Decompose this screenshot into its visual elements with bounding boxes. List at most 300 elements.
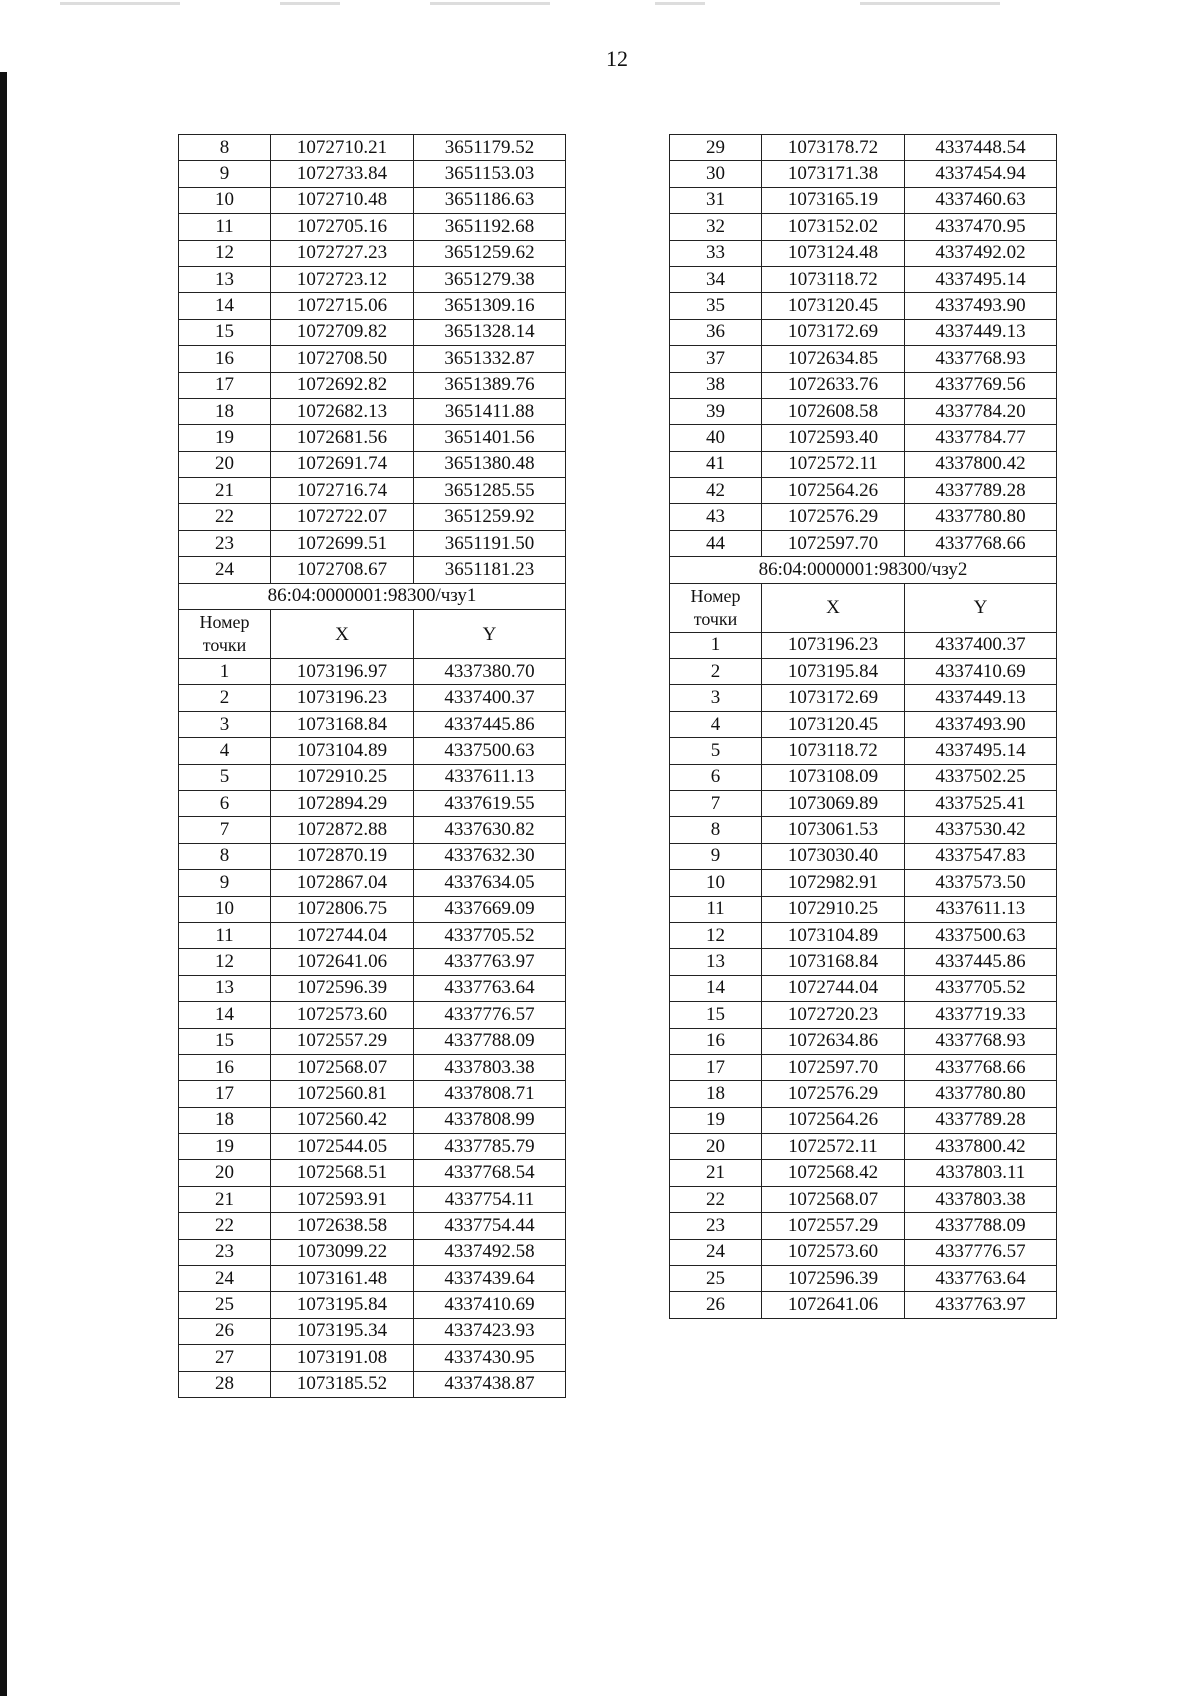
- x-coordinate-cell: 1072705.16: [271, 214, 414, 240]
- point-number-cell: 17: [179, 372, 271, 398]
- point-number-cell: 23: [179, 1239, 271, 1265]
- point-number-cell: 14: [179, 293, 271, 319]
- table-row: [179, 293, 566, 319]
- y-coordinate-cell: 4337719.33: [905, 1002, 1057, 1028]
- point-number-cell: 8: [179, 843, 271, 869]
- table-row: [179, 1134, 566, 1160]
- y-coordinate-cell: 4337768.66: [905, 530, 1057, 556]
- x-coordinate-cell: 1073104.89: [271, 738, 414, 764]
- y-coordinate-cell: 3651153.03: [414, 161, 566, 187]
- y-coordinate-cell: 4337493.90: [905, 711, 1057, 737]
- y-coordinate-cell: 4337400.37: [905, 632, 1057, 658]
- y-coordinate-cell: 4337789.28: [905, 478, 1057, 504]
- y-coordinate-cell: 4337611.13: [414, 764, 566, 790]
- y-coordinate-cell: 4337803.38: [905, 1186, 1057, 1212]
- point-number-cell: 2: [670, 659, 762, 685]
- table-row: [179, 530, 566, 556]
- table-row: [179, 425, 566, 451]
- coordinates-table-left: [178, 134, 566, 1398]
- x-coordinate-cell: 1072910.25: [271, 764, 414, 790]
- y-coordinate-cell: 4337380.70: [414, 659, 566, 685]
- y-coordinate-cell: 4337800.42: [905, 451, 1057, 477]
- x-coordinate-cell: 1073195.84: [271, 1292, 414, 1318]
- point-number-cell: 32: [670, 214, 762, 240]
- table-row: [179, 1002, 566, 1028]
- table-row: [179, 949, 566, 975]
- table-row: [179, 1160, 566, 1186]
- y-coordinate-cell: 4337530.42: [905, 817, 1057, 843]
- y-coordinate-cell: 4337800.42: [905, 1134, 1057, 1160]
- table-row: [670, 843, 1057, 869]
- table-row: [670, 1081, 1057, 1107]
- y-coordinate-cell: 4337763.64: [905, 1266, 1057, 1292]
- point-number-cell: 26: [179, 1318, 271, 1344]
- x-coordinate-cell: 1072593.91: [271, 1186, 414, 1212]
- table-row: [179, 1239, 566, 1265]
- y-coordinate-cell: 4337495.14: [905, 266, 1057, 292]
- y-coordinate-cell: 4337705.52: [905, 975, 1057, 1001]
- x-coordinate-cell: 1073165.19: [762, 187, 905, 213]
- y-coordinate-cell: 4337776.57: [414, 1002, 566, 1028]
- point-number-cell: 22: [179, 504, 271, 530]
- x-coordinate-cell: 1073118.72: [762, 266, 905, 292]
- x-coordinate-cell: 1072716.74: [271, 478, 414, 504]
- x-coordinate-cell: 1072709.82: [271, 319, 414, 345]
- point-number-cell: 18: [670, 1081, 762, 1107]
- table-row: [179, 1345, 566, 1371]
- table-row: [670, 1239, 1057, 1265]
- point-number-cell: 25: [670, 1266, 762, 1292]
- x-coordinate-cell: 1073120.45: [762, 711, 905, 737]
- table-row: [179, 843, 566, 869]
- table-row: [670, 738, 1057, 764]
- x-coordinate-cell: 1072720.23: [762, 1002, 905, 1028]
- point-number-cell: 29: [670, 135, 762, 161]
- table-row: [670, 1186, 1057, 1212]
- point-number-cell: 35: [670, 293, 762, 319]
- table-row: [179, 214, 566, 240]
- right-section: [670, 557, 1057, 632]
- point-number-cell: 21: [670, 1160, 762, 1186]
- table-row: [670, 790, 1057, 816]
- x-coordinate-cell: 1072596.39: [762, 1266, 905, 1292]
- y-coordinate-cell: 3651259.62: [414, 240, 566, 266]
- table-row: [179, 922, 566, 948]
- point-number-cell: 17: [670, 1054, 762, 1080]
- y-coordinate-cell: 4337525.41: [905, 790, 1057, 816]
- y-coordinate-cell: 4337780.80: [905, 1081, 1057, 1107]
- y-coordinate-cell: 4337705.52: [414, 922, 566, 948]
- y-coordinate-cell: 4337788.09: [905, 1213, 1057, 1239]
- x-coordinate-cell: 1072573.60: [271, 1002, 414, 1028]
- table-row: [670, 319, 1057, 345]
- point-number-cell: 13: [179, 975, 271, 1001]
- x-coordinate-cell: 1072568.42: [762, 1160, 905, 1186]
- point-number-cell: 39: [670, 398, 762, 424]
- x-coordinate-cell: 1073104.89: [762, 922, 905, 948]
- point-number-cell: 5: [670, 738, 762, 764]
- table-row: [179, 1081, 566, 1107]
- y-coordinate-cell: 4337500.63: [414, 738, 566, 764]
- x-coordinate-cell: 1072633.76: [762, 372, 905, 398]
- table-row: [670, 187, 1057, 213]
- x-coordinate-cell: 1073196.97: [271, 659, 414, 685]
- x-coordinate-cell: 1072634.85: [762, 346, 905, 372]
- y-coordinate-cell: 4337784.20: [905, 398, 1057, 424]
- point-number-cell: 13: [670, 949, 762, 975]
- table-row: [670, 975, 1057, 1001]
- section-title: 86:04:0000001:98300/чзу2: [670, 557, 1057, 583]
- point-number-cell: 20: [670, 1134, 762, 1160]
- point-number-cell: 15: [670, 1002, 762, 1028]
- y-coordinate-cell: 4337789.28: [905, 1107, 1057, 1133]
- x-coordinate-cell: 1072692.82: [271, 372, 414, 398]
- y-coordinate-cell: 4337768.93: [905, 346, 1057, 372]
- table-row: [670, 1160, 1057, 1186]
- x-coordinate-cell: 1072593.40: [762, 425, 905, 451]
- table-row: [670, 135, 1057, 161]
- table-row: [179, 504, 566, 530]
- table-row: [179, 557, 566, 583]
- point-number-cell: 18: [179, 398, 271, 424]
- table-row: [179, 1371, 566, 1397]
- header-y: Y: [414, 610, 566, 659]
- point-number-cell: 26: [670, 1292, 762, 1318]
- table-row: [179, 240, 566, 266]
- x-coordinate-cell: 1073178.72: [762, 135, 905, 161]
- left-section: [179, 583, 566, 658]
- y-coordinate-cell: 3651401.56: [414, 425, 566, 451]
- point-number-cell: 10: [179, 187, 271, 213]
- y-coordinate-cell: 4337632.30: [414, 843, 566, 869]
- y-coordinate-cell: 3651332.87: [414, 346, 566, 372]
- point-number-cell: 11: [179, 214, 271, 240]
- table-row: [179, 896, 566, 922]
- point-number-cell: 43: [670, 504, 762, 530]
- x-coordinate-cell: 1073185.52: [271, 1371, 414, 1397]
- table-row: [670, 398, 1057, 424]
- right-rows-before: [670, 135, 1057, 557]
- y-coordinate-cell: 4337768.93: [905, 1028, 1057, 1054]
- point-number-cell: 24: [179, 557, 271, 583]
- table-row: [179, 738, 566, 764]
- x-coordinate-cell: 1072872.88: [271, 817, 414, 843]
- y-coordinate-cell: 4337803.38: [414, 1054, 566, 1080]
- table-row: [670, 817, 1057, 843]
- header-point-number: Номер точки: [179, 610, 271, 659]
- point-number-cell: 14: [670, 975, 762, 1001]
- y-coordinate-cell: 3651191.50: [414, 530, 566, 556]
- section-title-row: [670, 557, 1057, 583]
- y-coordinate-cell: 4337808.99: [414, 1107, 566, 1133]
- y-coordinate-cell: 4337448.54: [905, 135, 1057, 161]
- table-row: [179, 1318, 566, 1344]
- header-x: X: [762, 583, 905, 632]
- x-coordinate-cell: 1072982.91: [762, 870, 905, 896]
- point-number-cell: 27: [179, 1345, 271, 1371]
- table-row: [179, 319, 566, 345]
- x-coordinate-cell: 1073152.02: [762, 214, 905, 240]
- point-number-cell: 9: [670, 843, 762, 869]
- x-coordinate-cell: 1073195.34: [271, 1318, 414, 1344]
- x-coordinate-cell: 1072544.05: [271, 1134, 414, 1160]
- point-number-cell: 24: [670, 1239, 762, 1265]
- point-number-cell: 23: [179, 530, 271, 556]
- y-coordinate-cell: 4337492.58: [414, 1239, 566, 1265]
- x-coordinate-cell: 1072568.07: [271, 1054, 414, 1080]
- table-row: [179, 659, 566, 685]
- x-coordinate-cell: 1072641.06: [762, 1292, 905, 1318]
- y-coordinate-cell: 4337495.14: [905, 738, 1057, 764]
- x-coordinate-cell: 1073124.48: [762, 240, 905, 266]
- x-coordinate-cell: 1072597.70: [762, 1054, 905, 1080]
- table-row: [179, 398, 566, 424]
- y-coordinate-cell: 3651285.55: [414, 478, 566, 504]
- x-coordinate-cell: 1072710.21: [271, 135, 414, 161]
- y-coordinate-cell: 4337808.71: [414, 1081, 566, 1107]
- point-number-cell: 9: [179, 161, 271, 187]
- table-row: [179, 870, 566, 896]
- x-coordinate-cell: 1072708.67: [271, 557, 414, 583]
- x-coordinate-cell: 1072744.04: [762, 975, 905, 1001]
- point-number-cell: 16: [179, 346, 271, 372]
- point-number-cell: 42: [670, 478, 762, 504]
- point-number-cell: 1: [179, 659, 271, 685]
- point-number-cell: 40: [670, 425, 762, 451]
- x-coordinate-cell: 1072723.12: [271, 266, 414, 292]
- point-number-cell: 9: [179, 870, 271, 896]
- table-row: [670, 1134, 1057, 1160]
- table-row: [670, 1266, 1057, 1292]
- table-row: [179, 187, 566, 213]
- point-number-cell: 12: [670, 922, 762, 948]
- x-coordinate-cell: 1073108.09: [762, 764, 905, 790]
- x-coordinate-cell: 1072727.23: [271, 240, 414, 266]
- table-row: [179, 1054, 566, 1080]
- x-coordinate-cell: 1072564.26: [762, 1107, 905, 1133]
- point-number-cell: 25: [179, 1292, 271, 1318]
- table-row: [179, 790, 566, 816]
- point-number-cell: 10: [670, 870, 762, 896]
- x-coordinate-cell: 1072597.70: [762, 530, 905, 556]
- x-coordinate-cell: 1073195.84: [762, 659, 905, 685]
- scan-noise: [280, 2, 340, 5]
- table-row: [179, 685, 566, 711]
- point-number-cell: 10: [179, 896, 271, 922]
- y-coordinate-cell: 4337784.77: [905, 425, 1057, 451]
- y-coordinate-cell: 4337470.95: [905, 214, 1057, 240]
- x-coordinate-cell: 1073118.72: [762, 738, 905, 764]
- x-coordinate-cell: 1072638.58: [271, 1213, 414, 1239]
- point-number-cell: 19: [179, 425, 271, 451]
- y-coordinate-cell: 4337410.69: [414, 1292, 566, 1318]
- point-number-cell: 41: [670, 451, 762, 477]
- x-coordinate-cell: 1073196.23: [271, 685, 414, 711]
- x-coordinate-cell: 1072557.29: [762, 1213, 905, 1239]
- y-coordinate-cell: 4337630.82: [414, 817, 566, 843]
- x-coordinate-cell: 1072681.56: [271, 425, 414, 451]
- x-coordinate-cell: 1072699.51: [271, 530, 414, 556]
- x-coordinate-cell: 1072560.42: [271, 1107, 414, 1133]
- table-row: [179, 1186, 566, 1212]
- table-row: [179, 451, 566, 477]
- table-row: [179, 1266, 566, 1292]
- point-number-cell: 44: [670, 530, 762, 556]
- header-y: Y: [905, 583, 1057, 632]
- section-title: 86:04:0000001:98300/чзу1: [179, 583, 566, 609]
- y-coordinate-cell: 4337754.44: [414, 1213, 566, 1239]
- point-number-cell: 37: [670, 346, 762, 372]
- point-number-cell: 22: [179, 1213, 271, 1239]
- point-number-cell: 19: [179, 1134, 271, 1160]
- point-number-cell: 15: [179, 319, 271, 345]
- table-row: [179, 266, 566, 292]
- point-number-cell: 16: [670, 1028, 762, 1054]
- y-coordinate-cell: 4337493.90: [905, 293, 1057, 319]
- y-coordinate-cell: 3651181.23: [414, 557, 566, 583]
- point-number-cell: 12: [179, 240, 271, 266]
- header-point-number: Номер точки: [670, 583, 762, 632]
- y-coordinate-cell: 4337768.66: [905, 1054, 1057, 1080]
- x-coordinate-cell: 1073061.53: [762, 817, 905, 843]
- point-number-cell: 7: [670, 790, 762, 816]
- y-coordinate-cell: 4337430.95: [414, 1345, 566, 1371]
- x-coordinate-cell: 1073168.84: [762, 949, 905, 975]
- table-row: [670, 870, 1057, 896]
- y-coordinate-cell: 4337634.05: [414, 870, 566, 896]
- y-coordinate-cell: 3651259.92: [414, 504, 566, 530]
- point-number-cell: 24: [179, 1266, 271, 1292]
- point-number-cell: 34: [670, 266, 762, 292]
- table-row: [179, 161, 566, 187]
- x-coordinate-cell: 1073172.69: [762, 319, 905, 345]
- y-coordinate-cell: 3651389.76: [414, 372, 566, 398]
- x-coordinate-cell: 1072894.29: [271, 790, 414, 816]
- y-coordinate-cell: 4337460.63: [905, 187, 1057, 213]
- x-coordinate-cell: 1073099.22: [271, 1239, 414, 1265]
- table-row: [670, 922, 1057, 948]
- x-coordinate-cell: 1072710.48: [271, 187, 414, 213]
- point-number-cell: 36: [670, 319, 762, 345]
- table-row: [670, 478, 1057, 504]
- point-number-cell: 15: [179, 1028, 271, 1054]
- x-coordinate-cell: 1072568.51: [271, 1160, 414, 1186]
- x-coordinate-cell: 1072722.07: [271, 504, 414, 530]
- x-coordinate-cell: 1072744.04: [271, 922, 414, 948]
- y-coordinate-cell: 4337454.94: [905, 161, 1057, 187]
- table-row: [670, 764, 1057, 790]
- point-number-cell: 4: [670, 711, 762, 737]
- table-row: [179, 817, 566, 843]
- point-number-cell: 17: [179, 1081, 271, 1107]
- y-coordinate-cell: 3651380.48: [414, 451, 566, 477]
- table-row: [670, 711, 1057, 737]
- point-number-cell: 3: [670, 685, 762, 711]
- y-coordinate-cell: 4337573.50: [905, 870, 1057, 896]
- left-rows-before: [179, 135, 566, 584]
- x-coordinate-cell: 1072641.06: [271, 949, 414, 975]
- left-rows-after: [179, 659, 566, 1398]
- point-number-cell: 21: [179, 478, 271, 504]
- table-row: [670, 240, 1057, 266]
- y-coordinate-cell: 4337788.09: [414, 1028, 566, 1054]
- section-title-row: [179, 583, 566, 609]
- table-row: [670, 896, 1057, 922]
- y-coordinate-cell: 4337776.57: [905, 1239, 1057, 1265]
- y-coordinate-cell: 4337769.56: [905, 372, 1057, 398]
- x-coordinate-cell: 1072557.29: [271, 1028, 414, 1054]
- table-row: [670, 949, 1057, 975]
- y-coordinate-cell: 4337445.86: [414, 711, 566, 737]
- y-coordinate-cell: 4337754.11: [414, 1186, 566, 1212]
- point-number-cell: 6: [179, 790, 271, 816]
- x-coordinate-cell: 1073196.23: [762, 632, 905, 658]
- table-row: [670, 372, 1057, 398]
- x-coordinate-cell: 1072560.81: [271, 1081, 414, 1107]
- x-coordinate-cell: 1073171.38: [762, 161, 905, 187]
- x-coordinate-cell: 1073120.45: [762, 293, 905, 319]
- x-coordinate-cell: 1072682.13: [271, 398, 414, 424]
- y-coordinate-cell: 4337410.69: [905, 659, 1057, 685]
- x-coordinate-cell: 1073030.40: [762, 843, 905, 869]
- table-row: [670, 1028, 1057, 1054]
- y-coordinate-cell: 4337547.83: [905, 843, 1057, 869]
- x-coordinate-cell: 1072691.74: [271, 451, 414, 477]
- table-row: [670, 1107, 1057, 1133]
- table-row: [670, 1002, 1057, 1028]
- table-row: [670, 1213, 1057, 1239]
- point-number-cell: 13: [179, 266, 271, 292]
- x-coordinate-cell: 1072608.58: [762, 398, 905, 424]
- point-number-cell: 6: [670, 764, 762, 790]
- y-coordinate-cell: 4337449.13: [905, 685, 1057, 711]
- scan-noise: [655, 2, 705, 5]
- y-coordinate-cell: 4337763.64: [414, 975, 566, 1001]
- x-coordinate-cell: 1072715.06: [271, 293, 414, 319]
- y-coordinate-cell: 4337492.02: [905, 240, 1057, 266]
- point-number-cell: 31: [670, 187, 762, 213]
- y-coordinate-cell: 4337768.54: [414, 1160, 566, 1186]
- y-coordinate-cell: 4337803.11: [905, 1160, 1057, 1186]
- point-number-cell: 20: [179, 1160, 271, 1186]
- point-number-cell: 11: [179, 922, 271, 948]
- y-coordinate-cell: 4337763.97: [414, 949, 566, 975]
- y-coordinate-cell: 4337619.55: [414, 790, 566, 816]
- point-number-cell: 3: [179, 711, 271, 737]
- header-row: [670, 583, 1057, 632]
- table-row: [179, 1213, 566, 1239]
- point-number-cell: 1: [670, 632, 762, 658]
- table-row: [179, 1028, 566, 1054]
- table-row: [670, 346, 1057, 372]
- scan-noise: [430, 2, 550, 5]
- y-coordinate-cell: 3651186.63: [414, 187, 566, 213]
- y-coordinate-cell: 4337611.13: [905, 896, 1057, 922]
- point-number-cell: 8: [670, 817, 762, 843]
- table-row: [179, 764, 566, 790]
- x-coordinate-cell: 1073069.89: [762, 790, 905, 816]
- x-coordinate-cell: 1073168.84: [271, 711, 414, 737]
- table-row: [179, 346, 566, 372]
- x-coordinate-cell: 1072573.60: [762, 1239, 905, 1265]
- x-coordinate-cell: 1073161.48: [271, 1266, 414, 1292]
- table-row: [670, 1054, 1057, 1080]
- point-number-cell: 14: [179, 1002, 271, 1028]
- y-coordinate-cell: 3651309.16: [414, 293, 566, 319]
- point-number-cell: 22: [670, 1186, 762, 1212]
- table-row: [179, 975, 566, 1001]
- y-coordinate-cell: 4337500.63: [905, 922, 1057, 948]
